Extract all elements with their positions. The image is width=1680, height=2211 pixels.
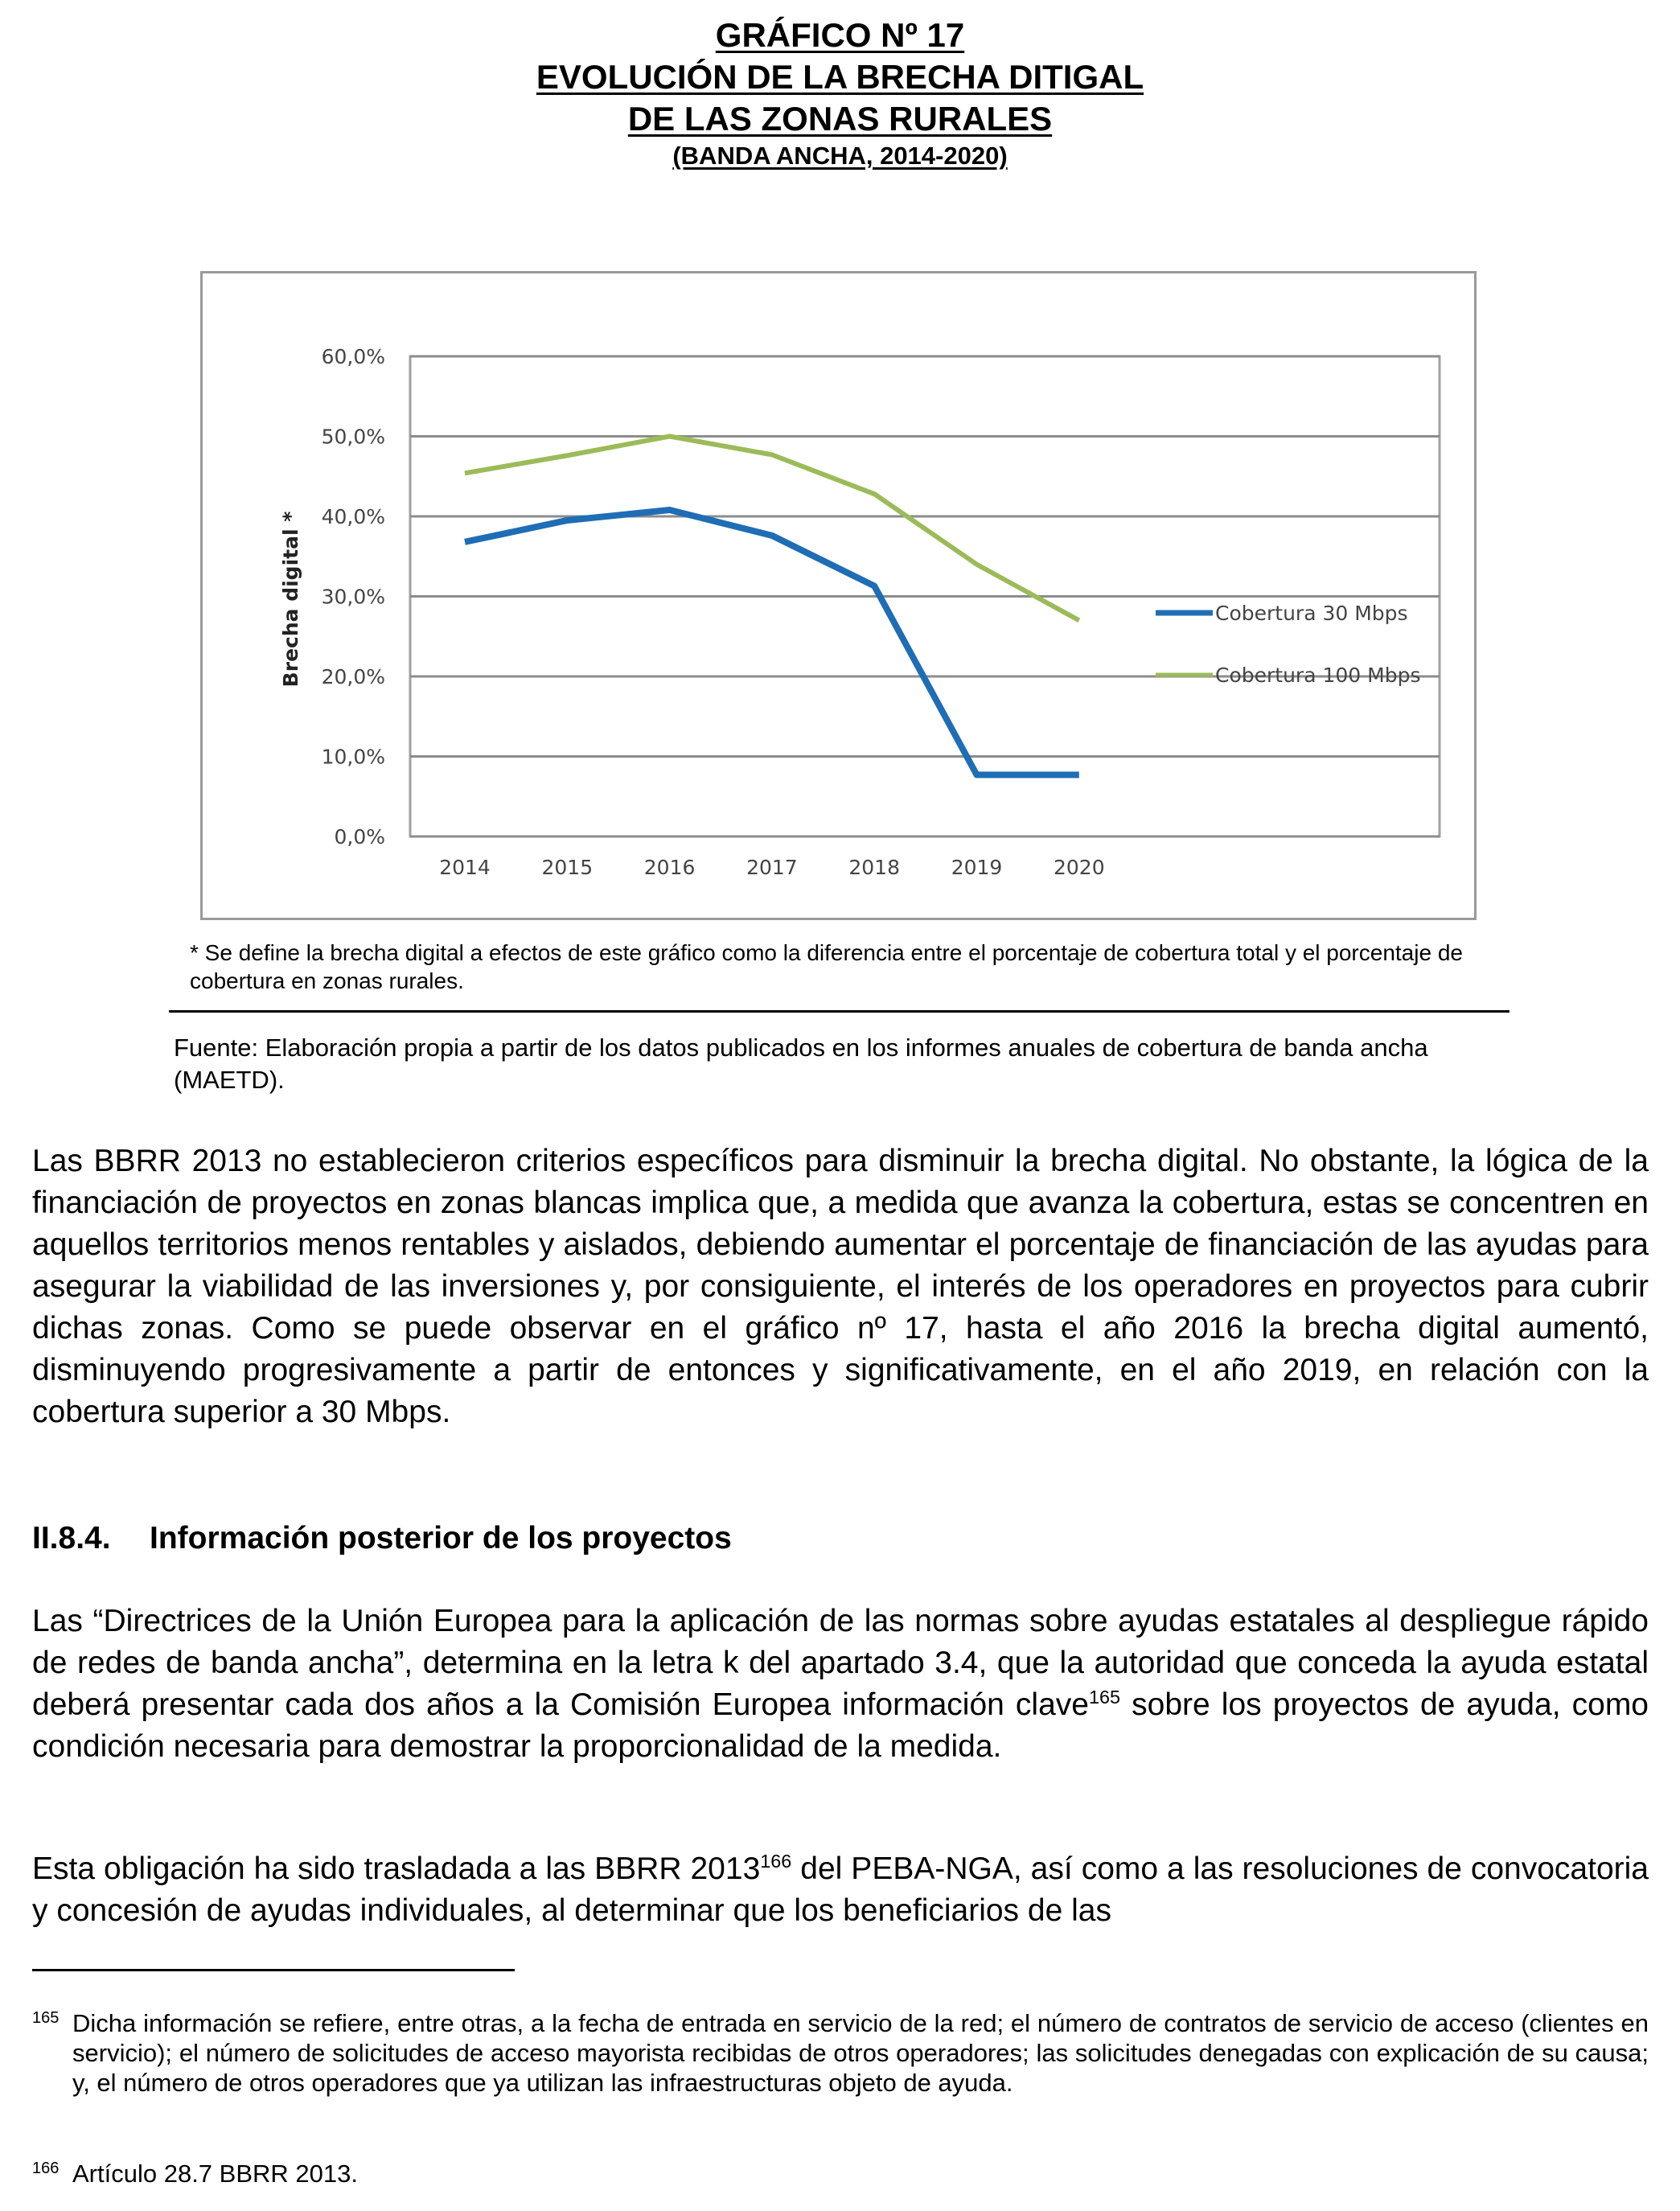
figure-subtitle: (BANDA ANCHA, 2014-2020) xyxy=(672,142,1008,170)
y-tick-label: 50,0% xyxy=(321,425,385,449)
x-tick-label: 2020 xyxy=(1053,856,1105,879)
legend-label: Cobertura 100 Mbps xyxy=(1215,664,1421,687)
paragraph-3 xyxy=(32,1848,1649,1932)
y-tick-label: 0,0% xyxy=(334,825,385,849)
figure-title xyxy=(0,14,1680,172)
y-tick-label: 30,0% xyxy=(321,585,385,609)
x-tick-label: 2018 xyxy=(848,856,901,879)
chart-container xyxy=(200,271,1477,920)
x-tick-label: 2016 xyxy=(643,856,696,879)
series-line xyxy=(465,510,1079,775)
x-tick-label: 2014 xyxy=(439,856,491,879)
paragraph-2-text-b: sobre los proyectos de ayuda, como condición necesaria para demostrar la proporcionalidad de la medida. xyxy=(32,1687,1649,1764)
section-number: II.8.4. xyxy=(32,1521,111,1556)
footnote-ref-166[interactable]: 166 xyxy=(760,1851,792,1872)
x-tick-label: 2017 xyxy=(746,856,798,879)
footnote-mark: 165 xyxy=(32,2009,60,2027)
x-tick-label: 2015 xyxy=(541,856,594,879)
figure-title-line-2: EVOLUCIÓN DE LA BRECHA DITIGAL xyxy=(536,58,1144,96)
footnote-text: Artículo 28.7 BBRR 2013. xyxy=(72,2160,358,2188)
chart-note: * Se define la brecha digital a efectos de este gráfico como la diferencia entre el porcentaje de cobertura total y el porcentaje de cobertura en zonas rurales. xyxy=(190,940,1463,993)
y-tick-label: 20,0% xyxy=(321,665,385,688)
footnote-mark: 166 xyxy=(32,2160,60,2177)
paragraph-2 xyxy=(32,1601,1649,1768)
legend-label: Cobertura 30 Mbps xyxy=(1215,602,1408,625)
paragraph-1: Las BBRR 2013 no establecieron criterios específicos para disminuir la brecha digital. No obstante, la lógica de la financiación de proyectos en zonas blancas implica que, a medida que avanza la cobertura, estas se concentren en aquellos territorios menos rentables y aislados, debiendo aumentar el porcentaje de financiación de las ayudas para asegurar la viabilidad de las inversiones y, por consiguiente, el interés de los operadores en proyectos para cubrir dichas zonas. Como se puede observar en el gráfico nº 17, hasta el año 2016 la brecha digital aumentó, disminuyendo progresivamente a partir de entonces y significativamente, en el año 2019, en relación con la cobertura superior a 30 Mbps. xyxy=(32,1144,1649,1429)
section-heading xyxy=(32,1518,732,1560)
paragraph-2-text-a: Las “Directrices de la Unión Europea para la aplicación de las normas sobre ayudas estatales al despliegue rápido de redes de banda ancha”, determina en la letra k del apartado 3.4, que la autoridad que conceda la ayuda estatal deberá presentar cada dos años a la Comisión Europea información clave xyxy=(32,1604,1649,1722)
chart-source: Fuente: Elaboración propia a partir de los datos publicados en los informes anuales de cobertura de banda ancha (MAETD). xyxy=(174,1034,1428,1094)
line-chart xyxy=(203,273,1474,918)
paragraph-3-text-b: del PEBA-NGA, así como a las resoluciones de convocatoria y concesión de ayudas individuales, al determinar que los beneficiarios de las xyxy=(32,1851,1649,1928)
x-tick-label: 2019 xyxy=(951,856,1003,879)
y-tick-label: 10,0% xyxy=(321,745,385,769)
y-tick-label: 40,0% xyxy=(321,505,385,528)
y-tick-label: 60,0% xyxy=(321,345,385,368)
paragraph-3-text-a: Esta obligación ha sido trasladada a las BBRR 2013 xyxy=(32,1851,761,1886)
section-title: Información posterior de los proyectos xyxy=(150,1521,732,1556)
footnote-165 xyxy=(32,2008,1649,2098)
figure-title-line-3: DE LAS ZONAS RURALES xyxy=(627,100,1053,138)
footnote-ref-165[interactable]: 165 xyxy=(1088,1687,1121,1708)
figure-number: GRÁFICO Nº 17 xyxy=(715,16,965,54)
footnote-divider xyxy=(32,1969,515,1971)
y-axis-title: Brecha digital * xyxy=(279,511,302,688)
footnote-166 xyxy=(32,2159,1649,2188)
footnote-text: Dicha información se refiere, entre otras, a la fecha de entrada en servicio de la red; el número de contratos de servicio de acceso (clientes en servicio); el número de solicitudes de acceso mayorista recibidas de otros operadores; las solicitudes denegadas con explicación de su causa; y, el número de otros operadores que ya utilizan las infraestructuras objeto de ayuda. xyxy=(72,2009,1649,2097)
divider xyxy=(169,1010,1510,1013)
series-line xyxy=(465,437,1079,621)
